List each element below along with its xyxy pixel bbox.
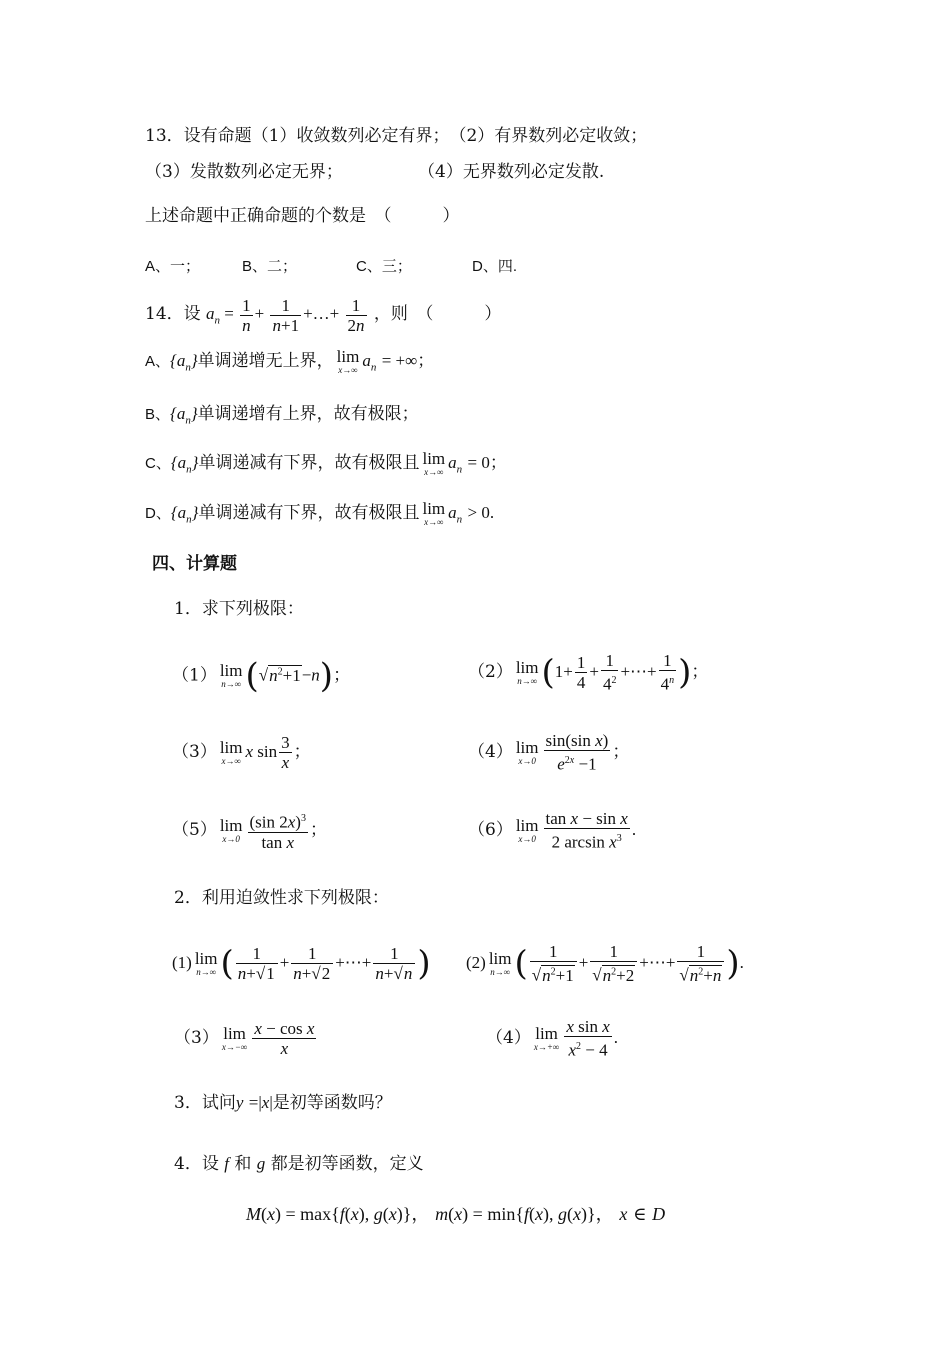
problem-4: 4．设 f 和 g 都是初等函数，定义	[174, 1154, 424, 1174]
squeeze-limit-2: (2) lim n→∞ ( $\frac{1}{√n^2+1}$ + $\frac{1}{√n^2+2}$ +⋯+ $\frac{1}{√n^2+n}$ ).	[466, 942, 744, 985]
q13-option-b: B、二；	[242, 258, 298, 275]
q14-stem	[145, 292, 501, 342]
q14-option-d: D、$\{a_n\}$单调递减有下界，故有极限且 lim x→∞ $a_n > 0$.	[145, 498, 495, 527]
q14-option-c: C、$\{a_n\}$单调递减有下界，故有极限且 lim x→∞ $a_n = 0$；	[145, 448, 507, 477]
section-title: 四、计算题	[152, 554, 237, 574]
limit-1-1: （1） lim n→∞ $(√n^2+1-n)$；	[172, 656, 351, 697]
q14-tail: ，则 （ ）	[373, 304, 502, 324]
q13-option-d: D、四.	[472, 258, 518, 275]
squeeze-limit-4: （4） lim x→+∞ $\frac{\text{x sin x}}{x^2 - 4}$ .	[486, 1017, 618, 1060]
problem-2-heading: 2．利用迫敛性求下列极限：	[174, 888, 389, 908]
q13-option-c: C、三；	[356, 258, 412, 275]
q13-line2-a: （3）发散数列必定无界；	[145, 162, 343, 182]
definition-formula: M(x) = max{f(x), g(x)}， m(x) = min{f(x), g(x)}， x ∈ D	[246, 1204, 666, 1224]
limit-1-3: （3） lim x→∞ x sin $\frac{3}{x}$ ；	[172, 733, 311, 772]
q13-line1: 13．设有命题（1）收敛数列必定有界； （2）有界数列必定收敛；	[145, 126, 648, 146]
q14-option-b: B、$\{a_n\}$单调递增有上界，故有极限；	[145, 404, 419, 427]
limit-1-5: （5） lim x→0 $\frac{(\sin 2x)^3}{\text{tan x}}$ ；	[172, 808, 327, 852]
q13-line2-b: （4）无界数列必定发散.	[418, 162, 605, 182]
q13-option-a: A、一；	[145, 258, 201, 275]
limit-1-6: （6） lim x→0 $\frac{\text{tan x − sin x}}{2 \arcsin x^3}$ .	[468, 809, 637, 852]
problem-1-heading: 1．求下列极限：	[174, 599, 304, 619]
squeeze-limit-3: （3） lim x→−∞ $\frac{\text{x − cos x}}{x}$	[174, 1019, 315, 1058]
q14-label: 14．设	[145, 304, 201, 324]
problem-3: 3．试问y =|x|是初等函数吗？	[174, 1093, 392, 1113]
q14-option-a: A、$\{a_n\}$单调递增无上界， lim x→∞ $a_n$ = +∞；	[145, 346, 435, 375]
limit-1-4: （4） lim x→0 $\frac{\text{sin(sin x)}}{e^{2x} -1}$ ；	[468, 731, 630, 774]
q13-stem: 上述命题中正确命题的个数是 （ ）	[145, 206, 460, 226]
squeeze-limit-1: (1) lim n→∞ ( $\frac{1}{n+√1}$ + $\frac{1}{n+√2}$ +⋯+ $\frac{1}{n+√n}$ )	[172, 943, 431, 984]
limit-1-2: （2） lim n→∞ (1+ $\frac{1}{4}$ + $\frac{1}{4^2}$ +⋯+ $\frac{1}{4^n}$ )；	[468, 651, 709, 694]
q14-formula: $a_n$ = $\frac{1}{n}$ + $\frac{1}{n+1}$ +…+ $\frac{1}{2n}$	[206, 295, 365, 335]
